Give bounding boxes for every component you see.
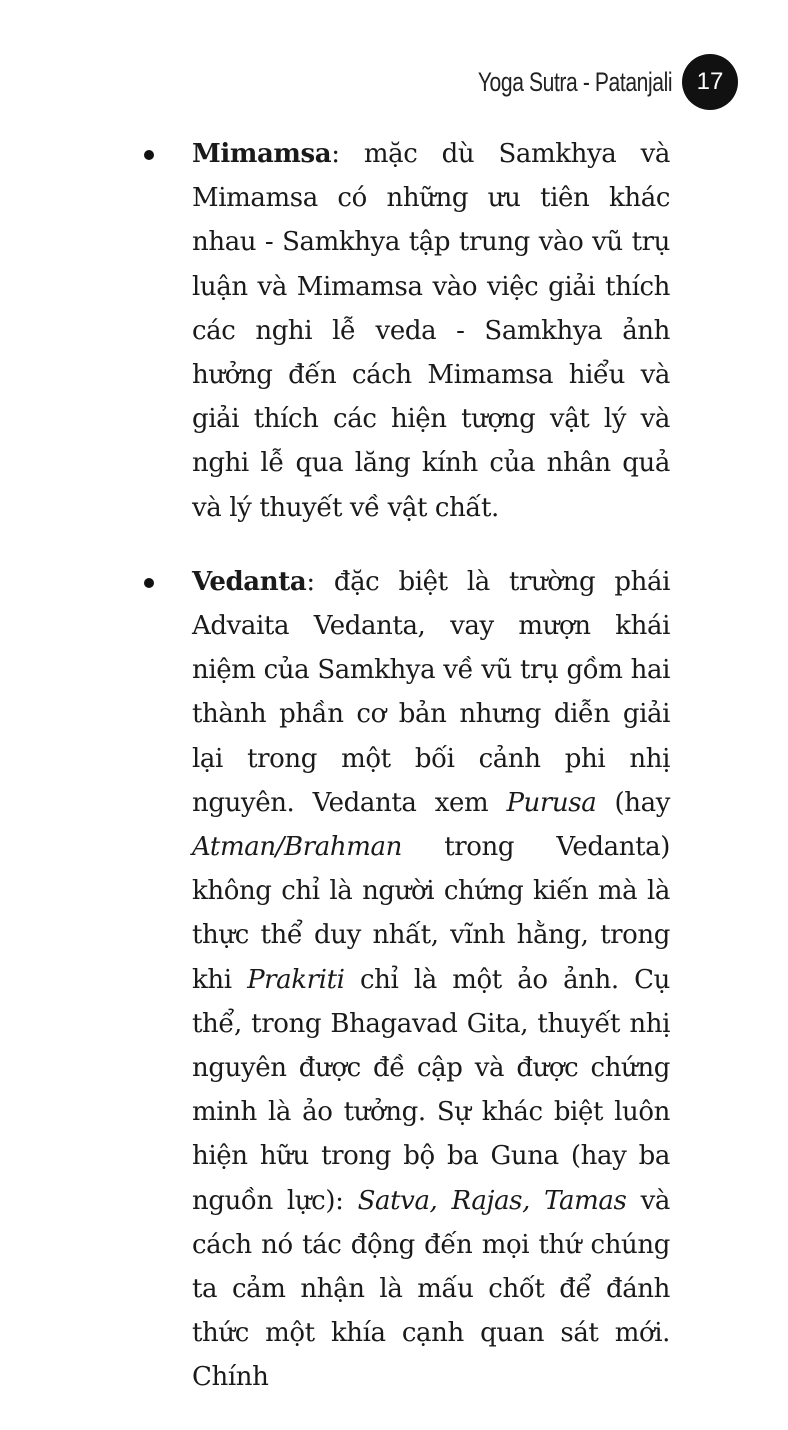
term-vedanta: Vedanta — [192, 566, 307, 597]
page-header — [423, 52, 738, 112]
running-title: Yoga Sutra - Patanjali — [477, 66, 672, 97]
list-item-text — [192, 132, 670, 530]
bullet-icon — [140, 132, 192, 176]
text-segment: (hay — [596, 787, 671, 818]
list-item-vedanta — [140, 560, 670, 1400]
text-segment: chỉ là một ảo ảnh. Cụ thể, trong Bhagavad Gita, thuyết nhị nguyên được đề cập và được chứng minh là ảo tưởng. Sự khác biệt luôn hiện hữu trong bộ ba Guna (hay ba nguồn lực): — [192, 964, 671, 1216]
italic-term-gunas: Satva, Rajas, Tamas — [357, 1185, 627, 1216]
list-item-text — [192, 560, 670, 1400]
text-segment: trong Vedanta) không chỉ là người chứng kiến mà là thực thể duy nhất, vĩnh hằng, trong khi — [192, 832, 670, 995]
bullet-icon — [140, 560, 192, 604]
list-item-mimamsa — [140, 132, 670, 530]
bullet-list — [140, 132, 670, 1430]
text-segment: : đặc biệt là trường phái Advaita Vedanta, vay mượn khái niệm của Samkhya về vũ trụ gồm hai thành phần cơ bản nhưng diễn giải lại trong một bối cảnh phi nhị nguyên. Vedanta xem — [192, 566, 670, 818]
page-number-badge: 17 — [682, 54, 738, 110]
text-segment: : mặc dù Samkhya và Mimamsa có những ưu tiên khác nhau - Samkhya tập trung vào vũ trụ luận và Mimamsa vào việc giải thích các nghi lễ veda - Samkhya ảnh hưởng đến cách Mimamsa hiểu và giải thích các hiện tượng vật lý và nghi lễ qua lăng kính của nhân quả và lý thuyết về vật chất. — [192, 139, 670, 523]
italic-term-purusa: Purusa — [506, 787, 597, 818]
term-mimamsa: Mimamsa — [192, 139, 332, 169]
text-segment: và cách nó tác động đến mọi thứ chúng ta cảm nhận là mấu chốt để đánh thức một khía cạnh quan sát mới. Chính — [192, 1185, 670, 1393]
italic-term-prakriti: Prakriti — [247, 964, 345, 995]
italic-term-atman-brahman: Atman/Brahman — [192, 832, 402, 863]
